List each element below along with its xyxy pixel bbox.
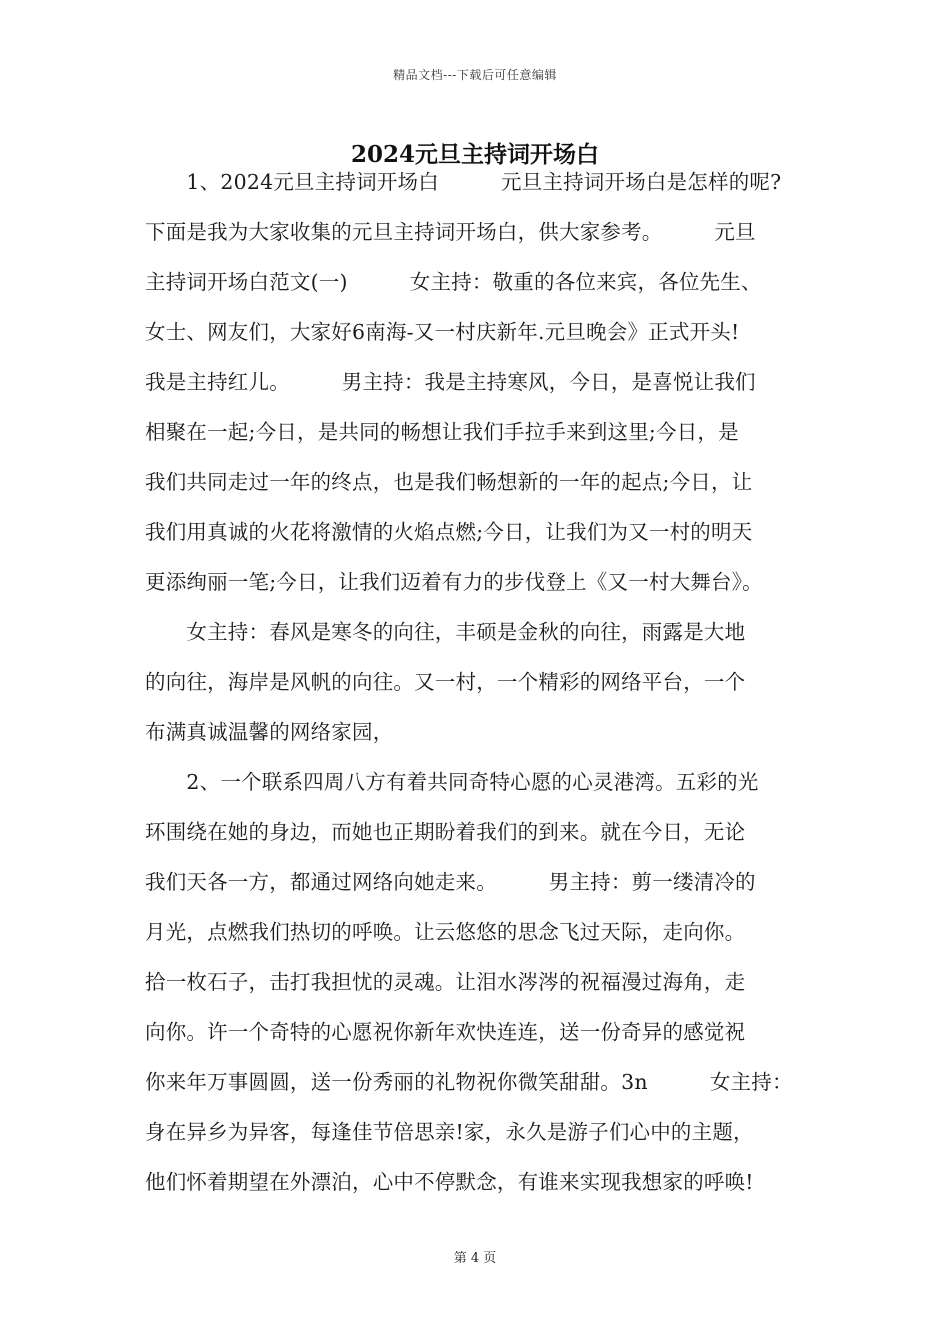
text-line: 的向往，海岸是风帆的向往。又一村，一个精彩的网络平台，一个 [145,670,746,694]
text-line: 月光，点燃我们热切的呼唤。让云悠悠的思念飞过天际，走向你。 [145,920,746,944]
paragraph-1 [145,157,817,607]
text-line: 我们共同走过一年的终点，也是我们畅想新的一年的起点;今日，让 [145,470,753,494]
text-line: 我们天各一方，都通过网络向她走来。 男主持：剪一缕清冷的 [145,870,756,894]
text-line: 女主持：春风是寒冬的向往，丰硕是金秋的向往，雨露是大地 [145,620,746,644]
paragraph-2 [145,607,817,757]
document-title: 2024元旦主持词开场白 [350,141,599,168]
page-number: 第 4 页 [453,1251,497,1266]
text-line: 1、2024元旦主持词开场白 元旦主持词开场白是怎样的呢? [145,170,782,194]
text-line: 他们怀着期望在外漂泊，心中不停默念，有谁来实现我想家的呼唤! [145,1170,754,1194]
text-line: 女士、网友们，大家好6南海-又一村庆新年.元旦晚会》正式开头! [145,320,740,344]
text-line: 2、一个联系四周八方有着共同奇特心愿的心灵港湾。五彩的光 [145,770,759,794]
text-line: 向你。许一个奇特的心愿祝你新年欢快连连，送一份奇异的感觉祝 [145,1020,746,1044]
paragraph-3 [145,757,817,1207]
text-line: 更添绚丽一笔;今日，让我们迈着有力的步伐登上《又一村大舞台》。 [145,570,763,594]
page-header: 精品文档---下载后可任意编辑 [393,68,557,82]
text-line: 拾一枚石子，击打我担忧的灵魂。让泪水涔涔的祝福漫过海角，走 [145,970,746,994]
text-line: 身在异乡为异客，每逢佳节倍思亲!家，永久是游子们心中的主题， [145,1120,754,1144]
text-line: 你来年万事圆圆，送一份秀丽的礼物祝你微笑甜甜。3n 女主持： [145,1070,793,1094]
text-line: 我是主持红儿。 男主持：我是主持寒风，今日，是喜悦让我们 [145,370,756,394]
document-body [145,157,817,1207]
text-line: 相聚在一起;今日，是共同的畅想让我们手拉手来到这里;今日，是 [145,420,739,444]
text-line: 我们用真诚的火花将激情的火焰点燃;今日，让我们为又一村的明天 [145,520,753,544]
text-line: 环围绕在她的身边，而她也正期盼着我们的到来。就在今日，无论 [145,820,746,844]
text-line: 布满真诚温馨的网络家园， [145,720,394,744]
text-line: 主持词开场白范文(一) 女主持：敬重的各位来宾，各位先生、 [145,270,762,294]
text-line: 下面是我为大家收集的元旦主持词开场白，供大家参考。 元旦 [145,220,756,244]
